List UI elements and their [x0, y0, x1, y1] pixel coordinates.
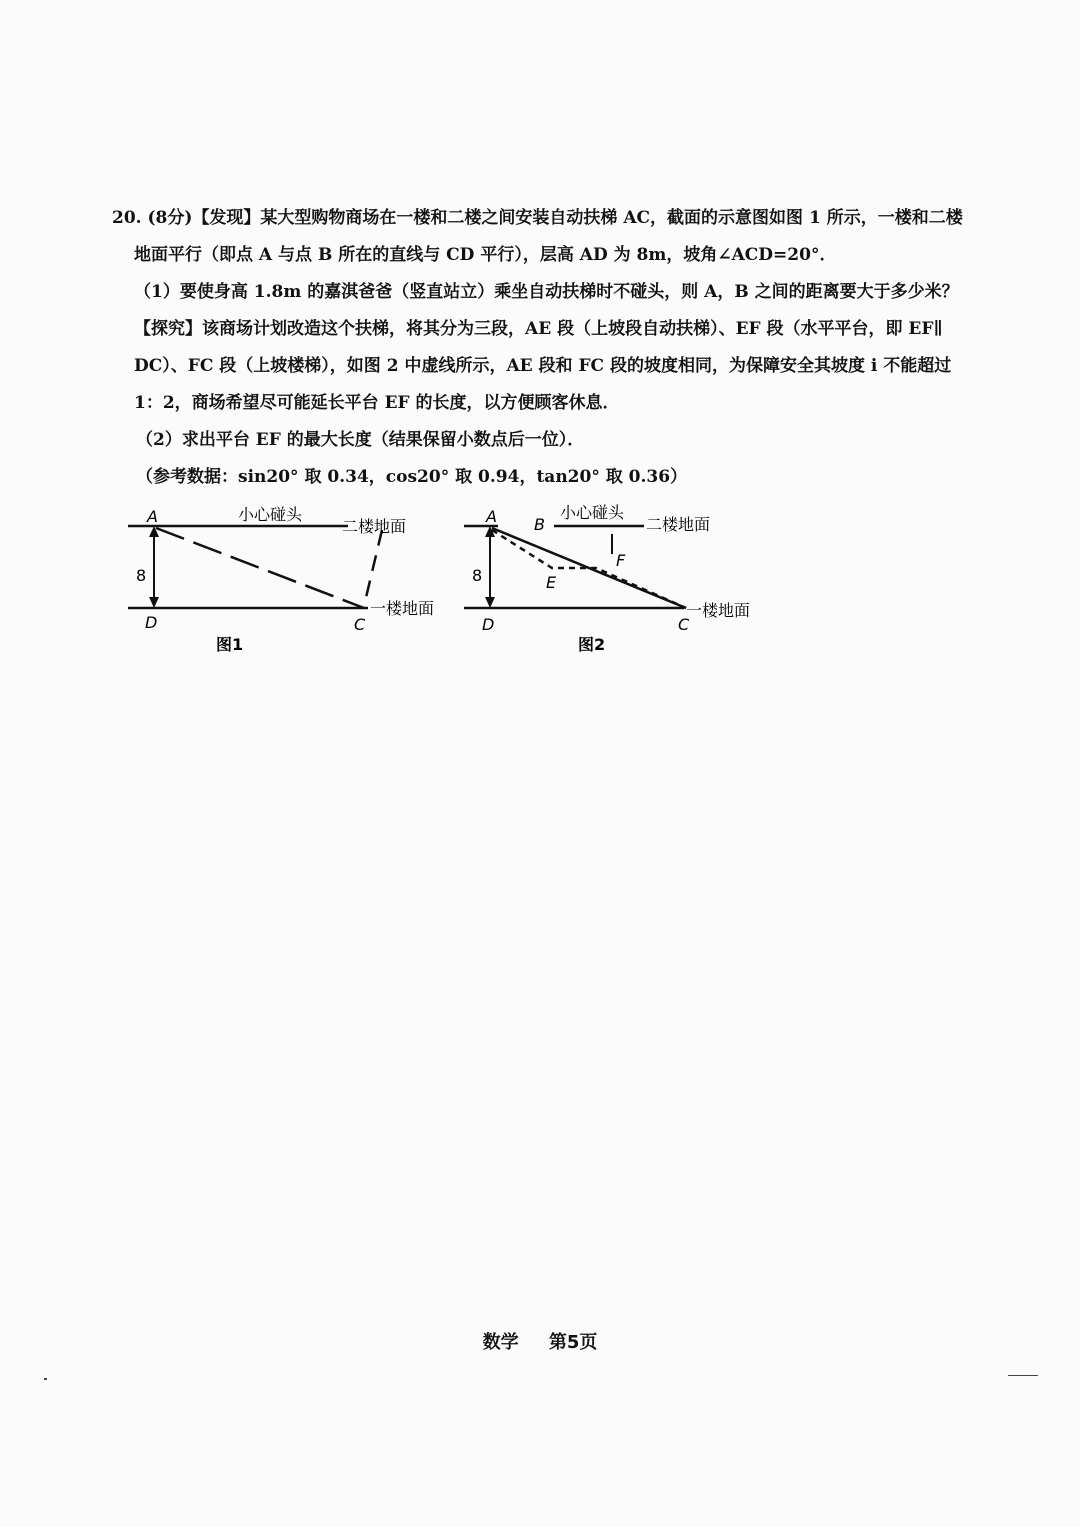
explore-line-2: DC）、FC 段（上坡楼梯），如图 2 中虚线所示，AE 段和 FC 段的坡度相同，为保障安全其坡度 i 不能超过	[134, 356, 952, 376]
second-floor-label: 二楼地面	[342, 517, 407, 536]
height-label: 8	[136, 566, 147, 585]
second-floor-label: 二楼地面	[646, 515, 711, 534]
explore-line-3: 1：2，商场希望尽可能延长平台 EF 的长度，以方便顾客休息．	[134, 393, 620, 413]
arrow-down	[149, 597, 159, 608]
footer-page-number: 第5页	[548, 1332, 598, 1353]
problem-line-2: 地面平行（即点 A 与点 B 所在的直线与 CD 平行），层高 AD 为 8m，坡角∠ACD=20°．	[134, 245, 837, 265]
dashed-connector	[364, 530, 382, 606]
page-footer	[0, 1328, 1080, 1354]
escalator-ac-line	[492, 528, 686, 608]
footer-subject: 数学	[482, 1332, 519, 1353]
problem-line-1: 20. (8分)【发现】某大型购物商场在一楼和二楼之间安装自动扶梯 AC，截面的示意图如图 1 所示，一楼和二楼	[112, 208, 963, 228]
arrow-down	[485, 597, 495, 608]
scan-mark-right	[1008, 1375, 1038, 1376]
point-a-label: A	[147, 507, 158, 526]
point-a-label: A	[486, 507, 497, 526]
problem-20	[112, 200, 982, 496]
point-c-label: C	[354, 615, 366, 634]
height-label: 8	[472, 566, 483, 585]
point-f-label: F	[616, 551, 626, 570]
point-b-label: B	[534, 515, 545, 534]
figure-2	[458, 500, 778, 660]
point-d-label: D	[482, 615, 495, 634]
point-d-label: D	[145, 613, 158, 632]
question-1: （1）要使身高 1.8m 的嘉淇爸爸（竖直站立）乘坐自动扶梯时不碰头，则 A，B 之间的距离要大于多少米？	[134, 282, 959, 302]
figure-1	[120, 500, 450, 660]
question-2: （2）求出平台 EF 的最大长度（结果保留小数点后一位）．	[136, 430, 585, 450]
warning-label: 小心碰头	[560, 503, 625, 522]
first-floor-label: 一楼地面	[686, 601, 751, 620]
point-e-label: E	[546, 573, 557, 592]
escalator-ac-line	[156, 528, 364, 608]
figure-2-caption: 图2	[578, 635, 606, 654]
figure-1-caption: 图1	[216, 635, 244, 654]
explore-line-1: 【探究】该商场计划改造这个扶梯，将其分为三段，AE 段（上坡段自动扶梯）、EF 段（水平平台，即 EF∥	[134, 319, 943, 339]
scan-mark-left	[44, 1378, 47, 1380]
warning-label: 小心碰头	[238, 505, 303, 524]
point-c-label: C	[678, 615, 690, 634]
reference-data: （参考数据：sin20° 取 0.34，cos20° 取 0.94，tan20° 取 0.36）	[136, 467, 688, 487]
first-floor-label: 一楼地面	[370, 599, 435, 618]
